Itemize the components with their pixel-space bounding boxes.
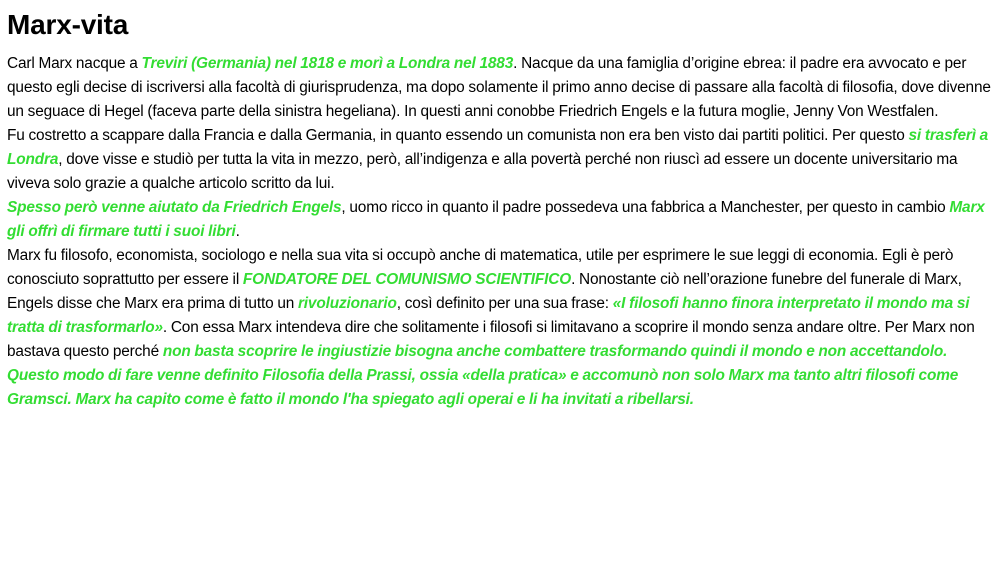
highlight-quote: «I filosofi hanno finora interpretato il mondo ma si tratta di trasformarlo»: [7, 295, 970, 336]
text-run: . Con essa Marx intendeva dire che solitamente i filosofi si limitavano a scoprire il mondo senza andare oltre. Per Marx non bastava questo perché: [7, 319, 975, 360]
paragraph-birth: [7, 52, 995, 124]
highlight-text: Treviri (Germania) nel 1818 e morì a Londra nel 1883: [141, 55, 514, 72]
highlight-text: Spesso però venne aiutato da Friedrich Engels: [7, 199, 342, 216]
text-run: , uomo ricco in quanto il padre possedeva una fabbrica a Manchester, per questo in cambio: [341, 199, 950, 216]
text-run: Carl Marx nacque a: [7, 55, 142, 72]
highlight-text: si trasferì a Londra: [7, 127, 989, 168]
paragraph-philosophy: [7, 244, 995, 412]
text-run: Marx fu filosofo, economista, sociologo e nella sua vita si occupò anche di matematica, utile per esprimere le sue leggi di economia. Egli è però conosciuto soprattutto per essere il: [7, 247, 954, 288]
paragraph-exile: [7, 124, 995, 196]
text-run: , così definito per una sua frase:: [396, 295, 613, 312]
page-title: Marx-vita: [7, 9, 129, 40]
highlight-text: rivoluzionario: [297, 295, 397, 312]
text-run: , dove visse e studiò per tutta la vita in mezzo, però, all’indigenza e alla povertà perché non riuscì ad essere un docente universitario ma viveva solo grazie a qualche articolo scritto da lui.: [7, 151, 958, 192]
highlight-text: Marx gli offrì di firmare tutti i suoi libri: [7, 199, 985, 240]
body-text: [7, 52, 995, 412]
text-run: Fu costretto a scappare dalla Francia e dalla Germania, in quanto essendo un comunista non era ben visto dai partiti politici. Per questo: [7, 127, 909, 144]
text-run: . Nacque da una famiglia d’origine ebrea: il padre era avvocato e per questo egli decise di iscriversi alla facoltà di giurisprudenza, ma dopo solamente il primo anno decise di passare alla facoltà di filosofia, dove divenne un seguace di Hegel (faceva parte della sinistra hegeliana). In questi anni conobbe Friedrich Engels e la futura moglie, Jenny Von Westfalen.: [7, 55, 991, 120]
text-run: .: [235, 223, 240, 240]
text-run: . Nonostante ciò nell’orazione funebre del funerale di Marx, Engels disse che Marx era prima di tutto un: [7, 271, 962, 312]
highlight-text: FONDATORE DEL COMUNISMO SCIENTIFICO: [242, 271, 572, 288]
highlight-text: non basta scoprire le ingiustizie bisogna anche combattere trasformando quindi il mondo e non accettandolo. Questo modo di fare venne definito Filosofia della Prassi, ossia «della pratica» e accomunò non solo Marx ma tanto altri filosofi come Gramsci. Marx ha capito come è fatto il mondo l'ha spiegato agli operai e li ha invitati a ribellarsi.: [7, 343, 959, 408]
paragraph-engels: [7, 196, 995, 244]
